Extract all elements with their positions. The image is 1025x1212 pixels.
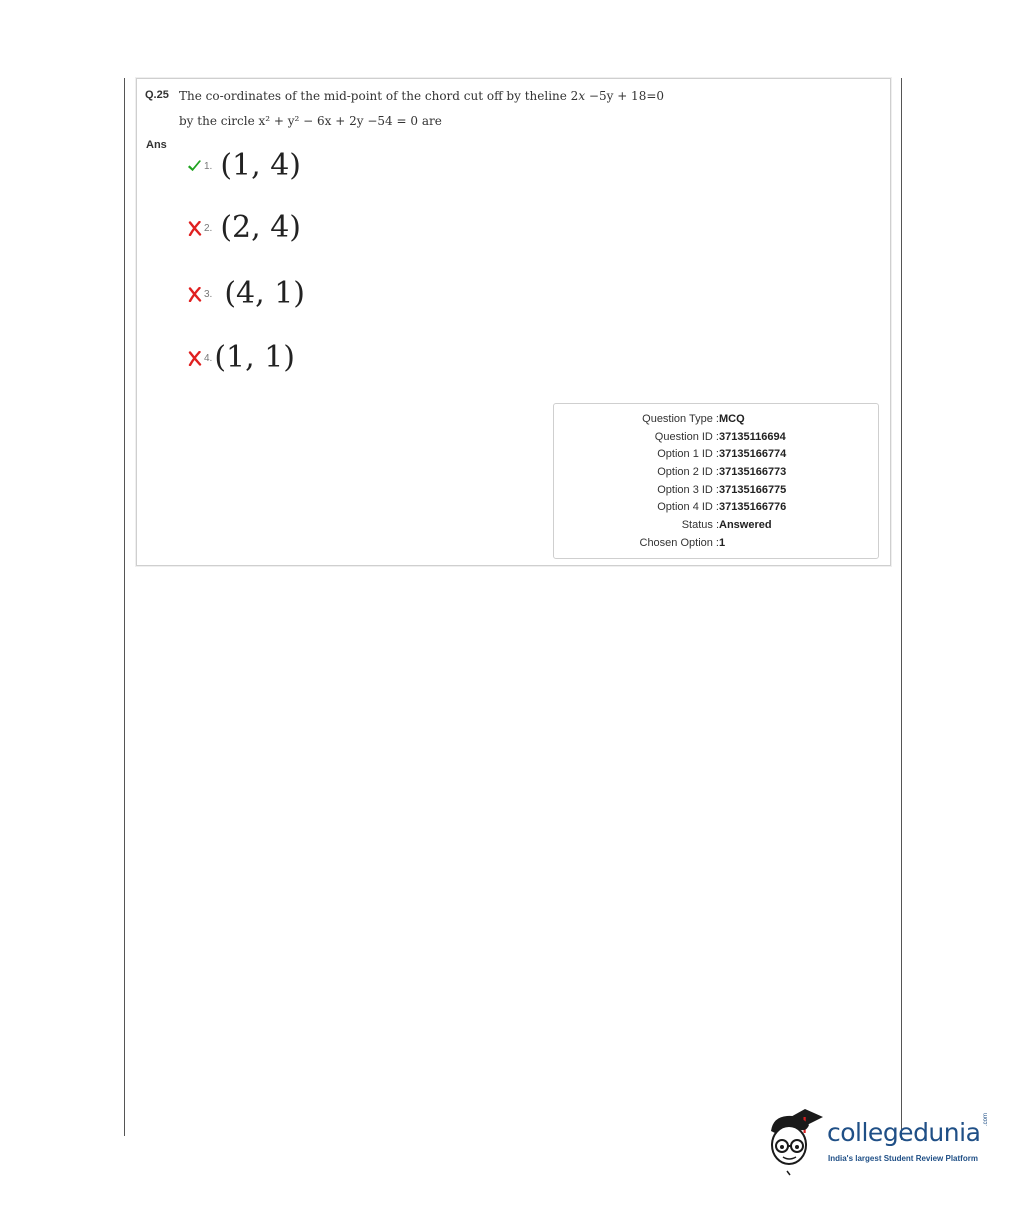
option-4 [187, 340, 295, 375]
collegedunia-logo [765, 1105, 1005, 1185]
answer-label: Ans [146, 139, 167, 151]
cross-icon [187, 351, 202, 366]
question-text-line-1: The co-ordinates of the mid-point of the chord cut off by theline 2x −5y + 18=0 [179, 89, 665, 103]
left-margin-line [124, 78, 125, 1136]
option-number: 4. [204, 352, 213, 364]
option-4-id-label: Option 4 ID : [657, 501, 719, 513]
cross-icon [187, 287, 202, 302]
option-number: 1. [204, 160, 213, 172]
question-id-value: 37135116694 [719, 431, 786, 443]
option-3-id-value: 37135166775 [719, 484, 787, 496]
chosen-option-label: Chosen Option : [639, 537, 719, 549]
option-2-id-value: 37135166773 [719, 466, 787, 478]
option-number: 3. [204, 288, 213, 300]
option-1 [187, 148, 301, 183]
status-label: Status : [681, 519, 719, 531]
mascot-icon [765, 1105, 827, 1177]
option-2 [187, 210, 301, 245]
cross-icon [187, 221, 202, 236]
option-text: (1, 4) [220, 148, 301, 183]
option-3 [187, 276, 305, 311]
question-type-label: Question Type : [642, 413, 719, 425]
status-value: Answered [719, 519, 772, 531]
question-text-line-2: by the circle x² + y² − 6x + 2y −54 = 0 are [179, 114, 442, 128]
chosen-option-value: 1 [719, 537, 726, 549]
question-type-value: MCQ [719, 413, 745, 425]
brand-name: collegedunia [827, 1118, 981, 1147]
option-text: (1, 1) [214, 340, 295, 375]
option-1-id-label: Option 1 ID : [657, 448, 719, 460]
option-text: (2, 4) [220, 210, 301, 245]
question-id-label: Question ID : [654, 431, 719, 443]
option-3-id-label: Option 3 ID : [657, 484, 719, 496]
question-panel [136, 78, 891, 566]
right-margin-line [901, 78, 902, 1140]
brand-tagline: India's largest Student Review Platform [828, 1154, 978, 1163]
option-1-id-value: 37135166774 [719, 448, 787, 460]
question-number: Q.25 [145, 89, 169, 101]
question-info-panel [553, 403, 879, 559]
option-text: (4, 1) [224, 276, 305, 311]
brand-domain-suffix: .com [983, 1112, 989, 1126]
check-icon [187, 159, 202, 174]
option-4-id-value: 37135166776 [719, 501, 787, 513]
option-number: 2. [204, 222, 213, 234]
option-2-id-label: Option 2 ID : [657, 466, 719, 478]
